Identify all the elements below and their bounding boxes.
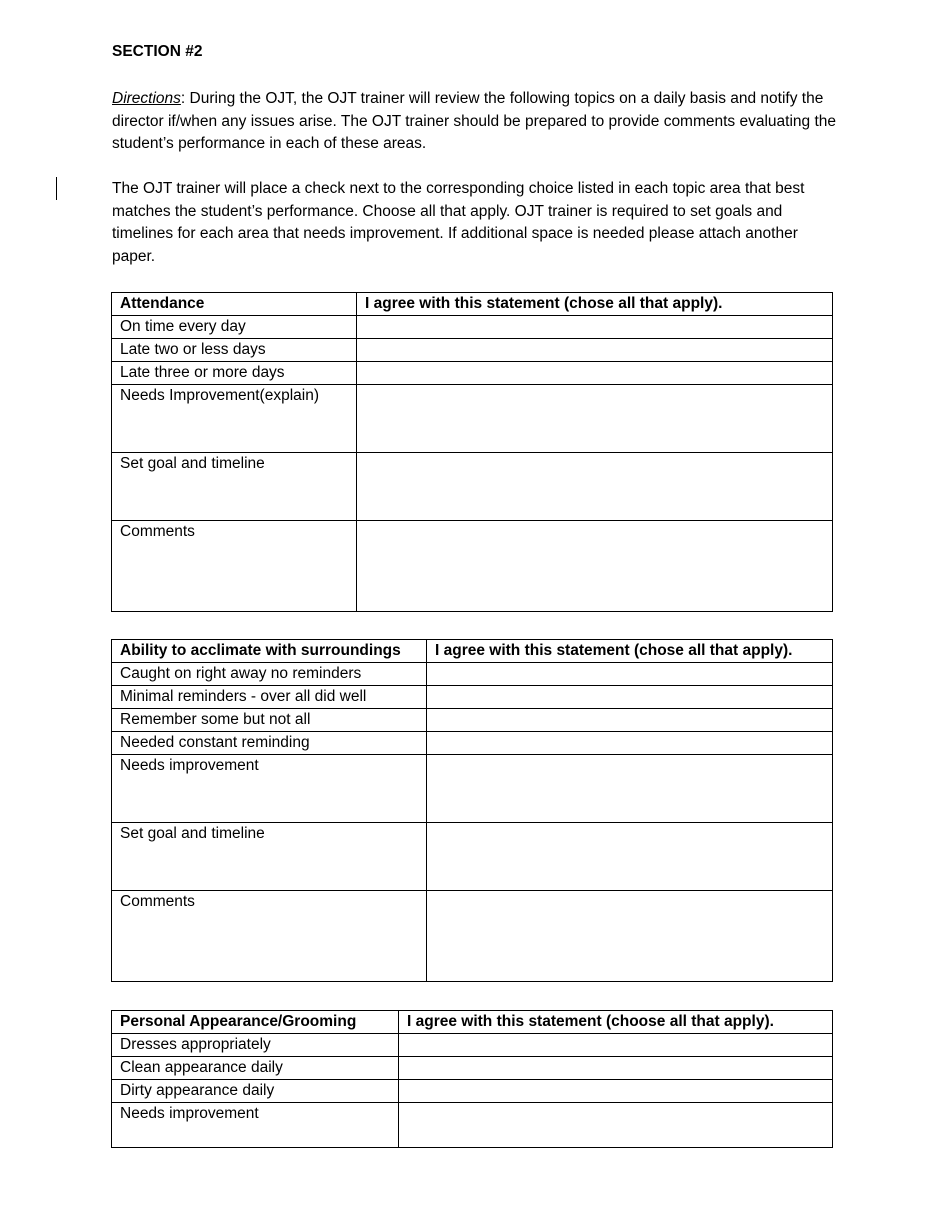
table-row — [112, 891, 833, 982]
table-row — [112, 1034, 833, 1057]
row-label: Needed constant reminding — [112, 732, 427, 755]
row-label: Set goal and timeline — [112, 823, 427, 891]
table-row — [112, 316, 833, 339]
table-row — [112, 823, 833, 891]
check-cell[interactable] — [427, 663, 833, 686]
check-cell[interactable] — [399, 1080, 833, 1103]
table-row — [112, 1080, 833, 1103]
check-cell[interactable] — [357, 339, 833, 362]
agree-header: I agree with this statement (chose all that apply). — [357, 293, 833, 316]
table-row — [112, 755, 833, 823]
row-label: Clean appearance daily — [112, 1057, 399, 1080]
attendance-header: Attendance — [112, 293, 357, 316]
row-label: Dresses appropriately — [112, 1034, 399, 1057]
text-cursor — [56, 177, 57, 200]
directions-colon: : — [180, 90, 186, 107]
table-row — [112, 339, 833, 362]
agree-header: I agree with this statement (chose all that apply). — [427, 640, 833, 663]
row-label: Comments — [112, 891, 427, 982]
row-label: Needs improvement — [112, 1103, 399, 1148]
directions-label: Directions — [112, 90, 181, 107]
acclimate-table — [111, 639, 833, 982]
row-label: On time every day — [112, 316, 357, 339]
attendance-table — [111, 292, 833, 612]
check-cell[interactable] — [357, 362, 833, 385]
check-cell[interactable] — [399, 1034, 833, 1057]
directions-text: During the OJT, the OJT trainer will review the following topics on a daily basis and notify the director if/when any issues arise. The OJT trainer should be prepared to provide comments evaluating the student’s performance in each of these areas. — [112, 90, 837, 153]
directions-paragraph — [112, 88, 842, 156]
table-row — [112, 362, 833, 385]
table-row — [112, 1103, 833, 1148]
comments-cell[interactable] — [357, 521, 833, 612]
row-label: Needs improvement — [112, 755, 427, 823]
goal-cell[interactable] — [427, 823, 833, 891]
row-label: Late two or less days — [112, 339, 357, 362]
explain-cell[interactable] — [357, 385, 833, 453]
check-cell[interactable] — [399, 1057, 833, 1080]
appearance-header: Personal Appearance/Grooming — [112, 1011, 399, 1034]
table-row — [112, 686, 833, 709]
row-label: Caught on right away no reminders — [112, 663, 427, 686]
check-cell[interactable] — [427, 709, 833, 732]
explain-cell[interactable] — [399, 1103, 833, 1148]
row-label: Needs Improvement(explain) — [112, 385, 357, 453]
table-row — [112, 709, 833, 732]
row-label: Comments — [112, 521, 357, 612]
row-label: Late three or more days — [112, 362, 357, 385]
table-row — [112, 1057, 833, 1080]
table-row — [112, 663, 833, 686]
agree-header: I agree with this statement (choose all that apply). — [399, 1011, 833, 1034]
table-row — [112, 521, 833, 612]
instructions-paragraph: The OJT trainer will place a check next to the corresponding choice listed in each topic area that best matches the student’s performance. Choose all that apply. OJT trainer is required to set goals and timelines for each area that needs improvement. If additional space is needed please attach another paper. — [112, 180, 805, 266]
row-label: Set goal and timeline — [112, 453, 357, 521]
table-header-row — [112, 640, 833, 663]
table-row — [112, 385, 833, 453]
acclimate-header: Ability to acclimate with surroundings — [112, 640, 427, 663]
table-header-row — [112, 293, 833, 316]
section-title: SECTION #2 — [112, 43, 203, 60]
appearance-table — [111, 1010, 833, 1148]
goal-cell[interactable] — [357, 453, 833, 521]
check-cell[interactable] — [427, 732, 833, 755]
table-header-row — [112, 1011, 833, 1034]
comments-cell[interactable] — [427, 891, 833, 982]
explain-cell[interactable] — [427, 755, 833, 823]
row-label: Remember some but not all — [112, 709, 427, 732]
check-cell[interactable] — [357, 316, 833, 339]
row-label: Dirty appearance daily — [112, 1080, 399, 1103]
check-cell[interactable] — [427, 686, 833, 709]
table-row — [112, 453, 833, 521]
row-label: Minimal reminders - over all did well — [112, 686, 427, 709]
table-row — [112, 732, 833, 755]
